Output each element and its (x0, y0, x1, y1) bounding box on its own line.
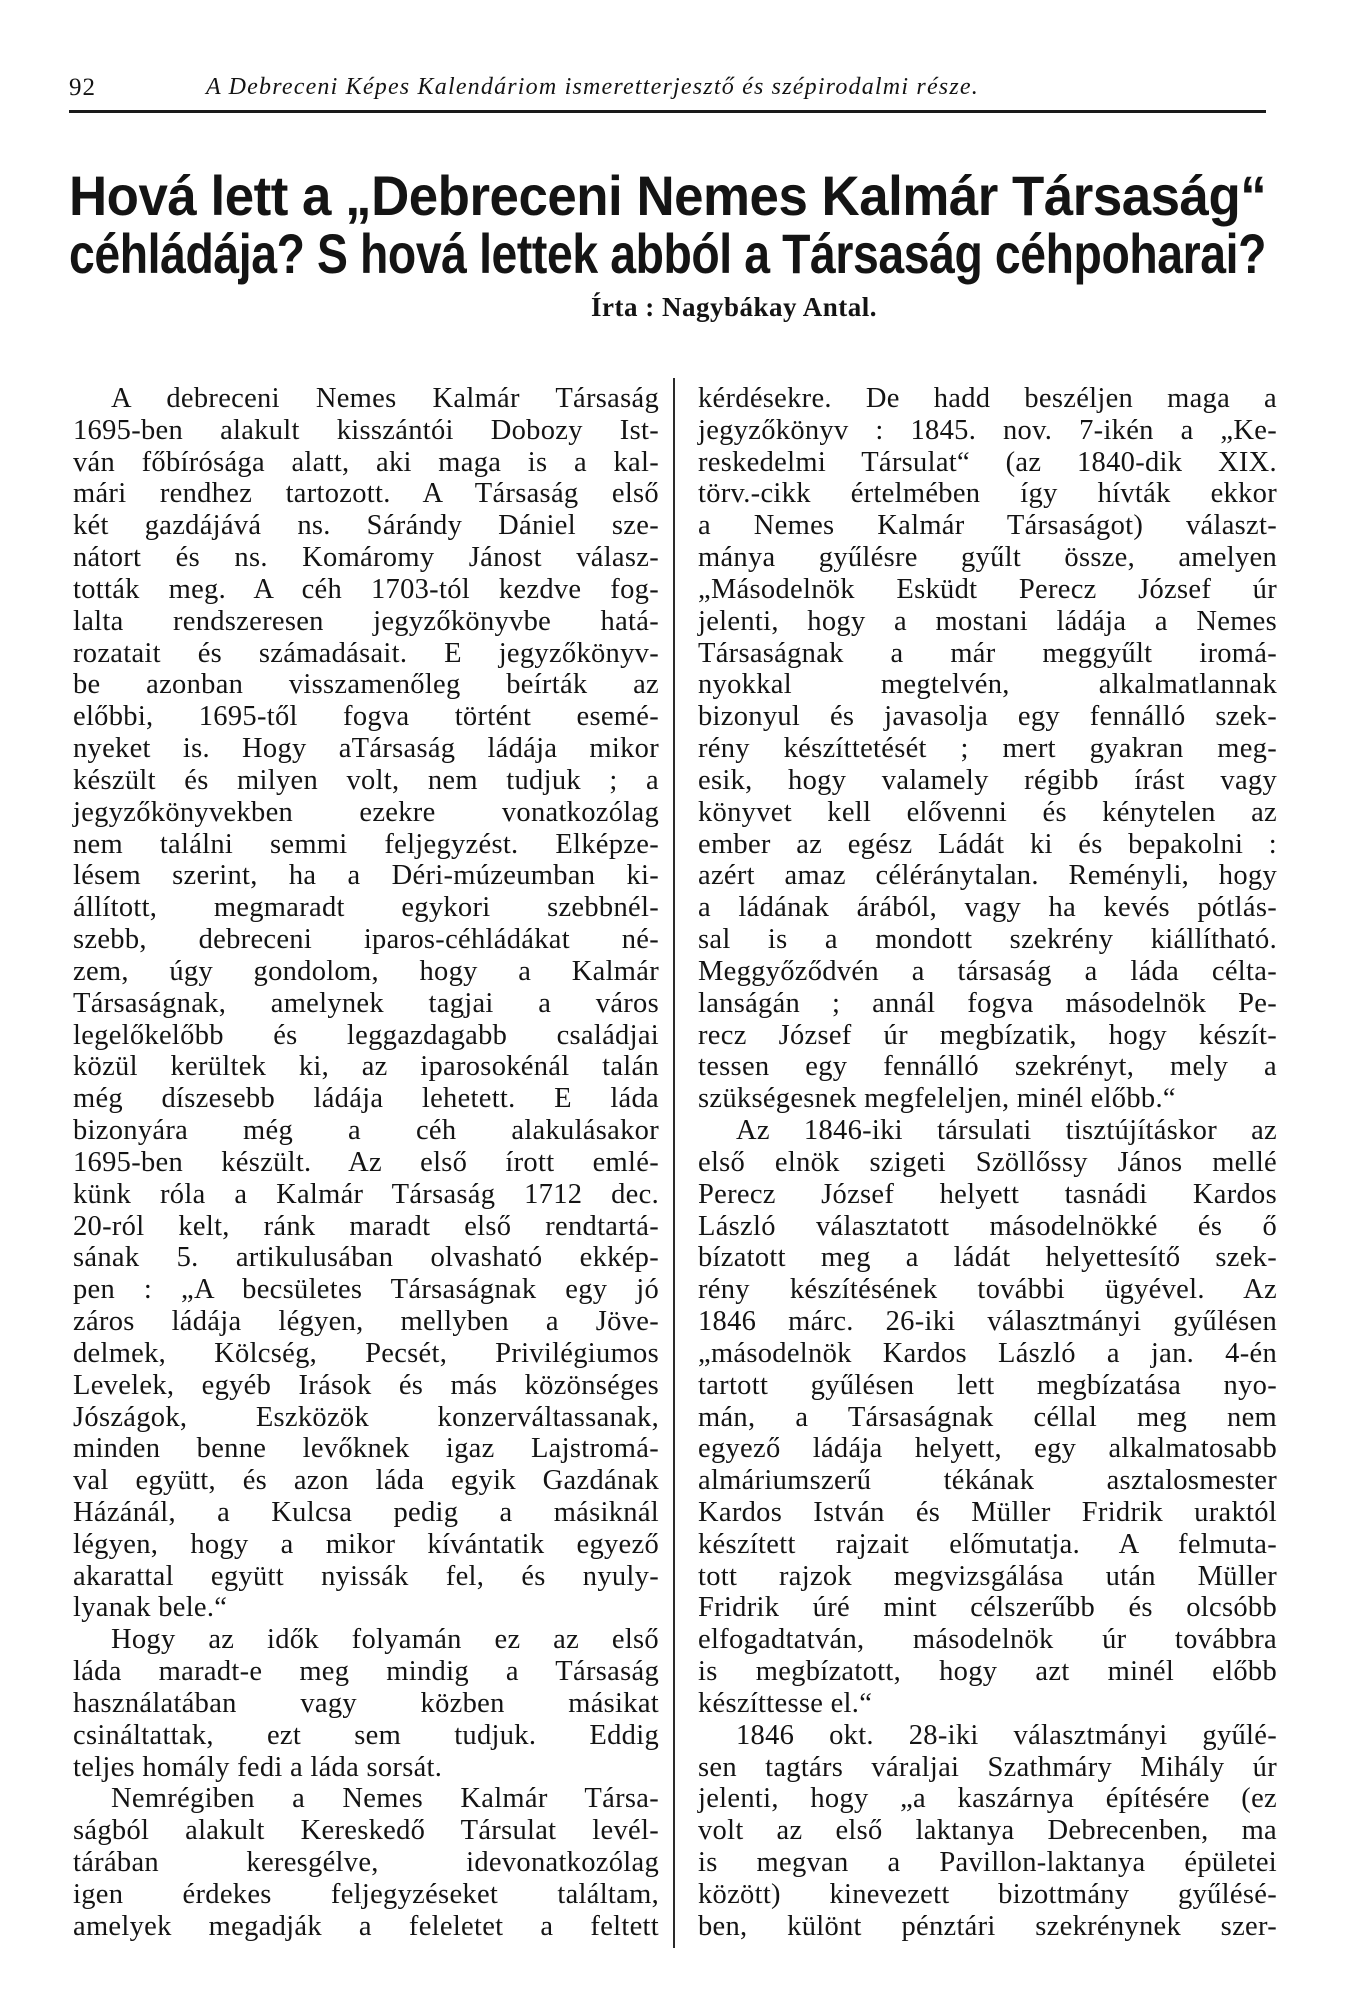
text-line: „Másodelnök Esküdt Perecz József úr (698, 573, 1277, 605)
text-line: ságból alakult Kereskedő Társulat levél- (73, 1815, 659, 1847)
text-line: azért amaz céléránytalan. Reményli, hogy (698, 860, 1277, 892)
left-column (73, 383, 659, 1943)
title-line-1: Hová lett a „Debreceni Nemes Kalmár Társaság“ (69, 164, 1267, 227)
text-line: Meggyőződvén a társaság a láda célta- (698, 955, 1277, 987)
text-line: két gazdájává ns. Sárándy Dániel sze- (73, 510, 659, 542)
text-line: között) kinevezett bizottmány gyűlésé- (698, 1878, 1277, 1910)
text-line: ember az egész Ládát ki és bepakolni : (698, 828, 1277, 860)
paragraph (698, 383, 1277, 1115)
text-line: A debreceni Nemes Kalmár Társaság (111, 383, 659, 414)
text-line: almáriumszerű tékának asztalosmester (698, 1465, 1277, 1497)
text-line: zem, úgy gondolom, hogy a Kalmár (73, 955, 659, 987)
text-line: Hogy az idők folyamán ez az első (111, 1624, 659, 1656)
text-line: Nemrégiben a Nemes Kalmár Társa- (111, 1783, 659, 1815)
text-line: nem találni semmi feljegyzést. Elképze- (73, 828, 659, 860)
text-line: elfogadtatván, másodelnök úr továbbra (698, 1624, 1277, 1656)
text-line: törv.-cikk értelmében így hívták ekkor (698, 478, 1277, 510)
text-line: teljes homály fedi a láda sorsát. (73, 1751, 443, 1783)
text-line: Házánál, a Kulcsa pedig a másiknál (73, 1496, 659, 1528)
paragraph (73, 1783, 659, 1942)
text-line: 20-ról kelt, ránk maradt első rendtartá- (73, 1210, 659, 1242)
page-number: 92 (69, 74, 96, 101)
text-line: László választatott másodelnökké és ő (698, 1210, 1277, 1242)
text-line: előbbi, 1695-től fogva történt esemé- (73, 701, 659, 733)
text-line: val együtt, és azon láda egyik Gazdának (73, 1465, 659, 1497)
text-line: amelyek megadják a feleletet a feltett (73, 1910, 659, 1942)
text-line: a ládának árából, vagy ha kevés pótlás- (698, 892, 1277, 924)
text-line: jegyzőkönyvekben ezekre vonatkozólag (73, 796, 659, 828)
text-line: ván főbírósága alatt, aki maga is a kal- (73, 446, 659, 478)
text-line: lésem szerint, ha a Déri-múzeumban ki- (73, 860, 659, 892)
text-line: a Nemes Kalmár Társaságot) választ- (698, 510, 1277, 542)
text-line: volt az első laktanya Debrecenben, ma (698, 1815, 1277, 1847)
text-line: záros ládája légyen, mellyben a Jöve- (73, 1306, 659, 1338)
text-line: sen tagtárs váraljai Szathmáry Mihály úr (698, 1751, 1277, 1783)
text-line: be azonban visszamenőleg beírták az (73, 669, 659, 701)
title-line-2: céhládája? S hová lettek abból a Társaság céhpoharai? (69, 222, 1266, 285)
text-line: nátort és ns. Komáromy Jánost válasz- (73, 542, 659, 574)
text-line: légyen, hogy a mikor kívántatik egyező (73, 1528, 659, 1560)
text-line: akarattal együtt nyissák fel, és nyuly- (73, 1560, 659, 1592)
text-line: bizonyára még a céh alakulásakor (73, 1115, 659, 1147)
text-line: 1846 okt. 28-iki választmányi gyűlé- (736, 1719, 1277, 1751)
text-line: is megbízatott, hogy azt minél előbb (698, 1656, 1277, 1688)
text-line: kérdésekre. De hadd beszéljen maga a (698, 383, 1277, 414)
text-line: Fridrik úré mint célszerűbb és olcsóbb (698, 1592, 1277, 1624)
text-line: Társaságnak, amelynek tagjai a város (73, 987, 659, 1019)
text-line: igen érdekes feljegyzéseket találtam, (73, 1878, 659, 1910)
text-line: könyvet kell elővenni és kénytelen az (698, 796, 1277, 828)
text-line: Levelek, egyéb Irások és más közönséges (73, 1369, 659, 1401)
text-line: szükségesnek megfeleljen, minél előbb.“ (698, 1083, 1176, 1115)
text-line: legelőkelőbb és leggazdagabb családjai (73, 1019, 659, 1051)
text-line: készíttesse el.“ (698, 1687, 873, 1719)
text-line: tották meg. A céh 1703-tól kezdve fog- (73, 573, 659, 605)
text-line: Az 1846-iki társulati tisztújításkor az (736, 1115, 1277, 1147)
running-title: A Debreceni Képes Kalendáriom ismeretterjesztő és szépirodalmi része. (206, 74, 979, 100)
text-line: Jószágok, Eszközök konzerváltassanak, (73, 1401, 659, 1433)
text-line: készült és milyen volt, nem tudjuk ; a (73, 764, 659, 796)
text-line: bizonyul és javasolja egy fennálló szek- (698, 701, 1277, 733)
text-line: reskedelmi Társulat“ (az 1840-dik XIX. (698, 446, 1277, 478)
text-line: rozatait és számadásait. E jegyzőkönyv- (73, 637, 659, 669)
text-line: sának 5. artikulusában olvasható ekkép- (73, 1242, 659, 1274)
paragraph (698, 1720, 1277, 1943)
header-rule (69, 110, 1266, 113)
text-line: első elnök szigeti Szöllőssy János mellé (698, 1146, 1277, 1178)
text-line: is megvan a Pavillon-laktanya épületei (698, 1847, 1277, 1879)
text-line: jelenti, hogy „a kaszárnya építésére (ez (698, 1783, 1277, 1815)
text-line: lalta rendszeresen jegyzőkönyvbe hatá- (73, 605, 659, 637)
paragraph (73, 383, 659, 1624)
text-line: 1846 márc. 26-iki választmányi gyűlésen (698, 1306, 1277, 1338)
text-line: Kardos István és Müller Fridrik uraktól (698, 1496, 1277, 1528)
text-line: állított, megmaradt egykori szebbnél- (73, 892, 659, 924)
text-line: nyeket is. Hogy aTársaság ládája mikor (73, 733, 659, 765)
text-line: lanságán ; annál fogva másodelnök Pe- (698, 987, 1277, 1019)
paragraph (698, 1115, 1277, 1720)
text-line: készített rajzait előmutatja. A felmuta- (698, 1528, 1277, 1560)
text-line: még díszesebb ládája lehetett. E láda (73, 1083, 659, 1115)
text-line: minden benne levőknek igaz Lajstromá- (73, 1433, 659, 1465)
text-line: Perecz József helyett tasnádi Kardos (698, 1178, 1277, 1210)
text-line: recz József úr megbízatik, hogy készít- (698, 1019, 1277, 1051)
text-line: használatában vagy közben másikat (73, 1687, 659, 1719)
text-line: rény készíttetését ; mert gyakran meg- (698, 733, 1277, 765)
text-line: Társaságnak a már meggyűlt iromá- (698, 637, 1277, 669)
text-line: tessen egy fennálló szekrényt, mely a (698, 1051, 1277, 1083)
text-line: nyokkal megtelvén, alkalmatlannak (698, 669, 1277, 701)
text-line: 1695-ben készült. Az első írott emlé- (73, 1146, 659, 1178)
text-line: rény készítésének további ügyével. Az (698, 1274, 1277, 1306)
text-line: szebb, debreceni iparos-céhládákat né- (73, 924, 659, 956)
column-divider (673, 378, 675, 1948)
text-line: esik, hogy valamely régibb írást vagy (698, 764, 1277, 796)
text-line: mánya gyűlésre gyűlt össze, amelyen (698, 542, 1277, 574)
text-line: közül kerültek ki, az iparosokénál talán (73, 1051, 659, 1083)
text-line: jegyzőkönyv : 1845. nov. 7-ikén a „Ke- (698, 414, 1277, 446)
paragraph (73, 1624, 659, 1783)
text-line: delmek, Kölcség, Pecsét, Privilégiumos (73, 1337, 659, 1369)
text-line: csináltattak, ezt sem tudjuk. Eddig (73, 1719, 659, 1751)
text-line: tárában keresgélve, idevonatkozólag (73, 1847, 659, 1879)
text-line: ben, különt pénztári szekrénynek szer- (698, 1910, 1277, 1942)
text-line: tartott gyűlésen lett megbízatása nyo- (698, 1369, 1277, 1401)
text-line: „másodelnök Kardos László a jan. 4-én (698, 1337, 1277, 1369)
right-column (698, 383, 1277, 1943)
text-line: 1695-ben alakult kisszántói Dobozy Ist- (73, 414, 659, 446)
text-line: tott rajzok megvizsgálása után Müller (698, 1560, 1277, 1592)
text-line: egyező ládája helyett, egy alkalmatosabb (698, 1433, 1277, 1465)
text-line: mán, a Társaságnak céllal meg nem (698, 1401, 1277, 1433)
text-line: bízatott meg a ládát helyettesítő szek- (698, 1242, 1277, 1274)
text-line: lyanak bele.“ (73, 1592, 228, 1624)
text-line: künk róla a Kalmár Társaság 1712 dec. (73, 1178, 659, 1210)
byline: Írta : Nagybákay Antal. (591, 292, 878, 322)
text-line: láda maradt-e meg mindig a Társaság (73, 1656, 659, 1688)
text-line: pen : „A becsületes Társaságnak egy jó (73, 1274, 659, 1306)
text-line: jelenti, hogy a mostani ládája a Nemes (698, 605, 1277, 637)
text-line: sal is a mondott szekrény kiállítható. (698, 924, 1277, 956)
text-line: mári rendhez tartozott. A Társaság első (73, 478, 659, 510)
